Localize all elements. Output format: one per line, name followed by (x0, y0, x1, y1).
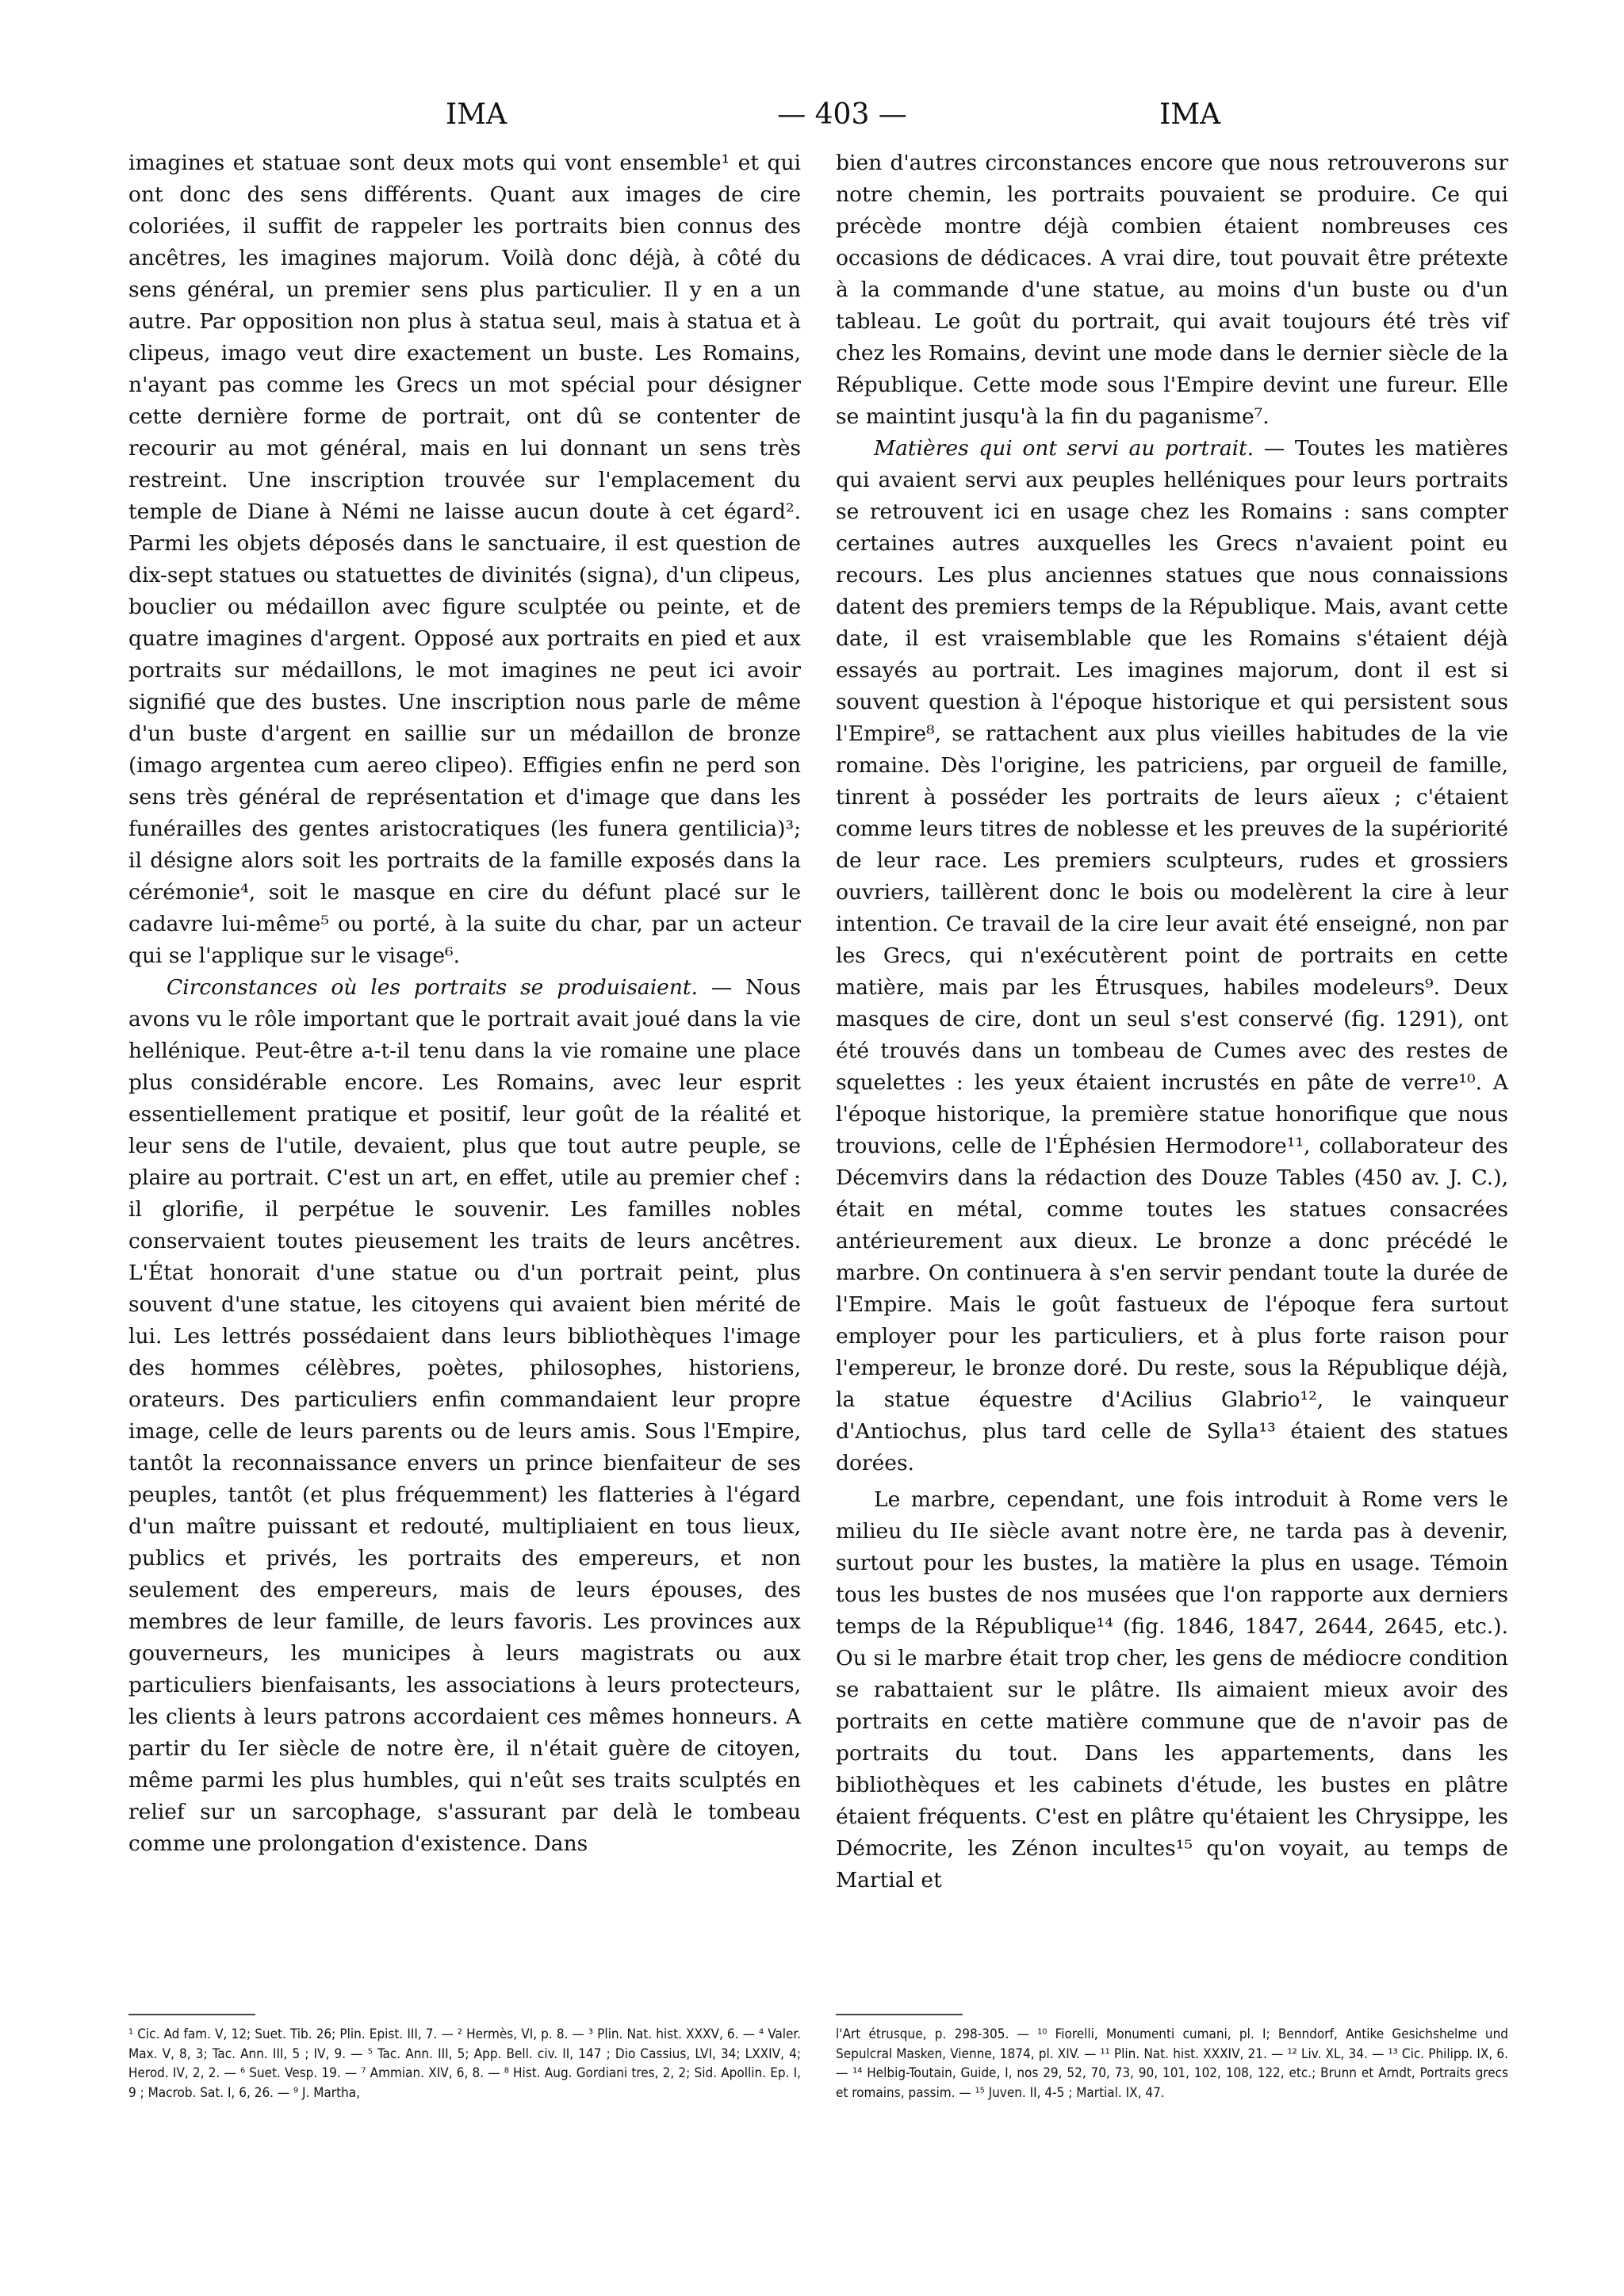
right-paragraph-2 (836, 433, 1508, 1479)
page-number: — 403 — (777, 98, 907, 131)
left-paragraph-2-body: — Nous avons vu le rôle important que le portrait avait joué dans la vie hellénique. Peut-être a-t-il tenu dans la vie romaine une place plus considérable encore. Les Romains, avec leur esprit essentiellement pratique et positif, leur goût de la réalité et leur sens de l'utile, devaient, plus que tout autre peuple, se plaire au portrait. C'est un art, en effet, utile au premier chef : il glorifie, il perpétue le souvenir. Les familles nobles conservaient toutes pieusement les traits de leurs ancêtres. L'État honorait d'une statue ou d'un portrait peint, plus souvent d'une statue, les citoyens qui avaient bien mérité de lui. Les lettrés possédaient dans leurs bibliothèques l'image des hommes célèbres, poètes, philosophes, historiens, orateurs. Des particuliers enfin commandaient leur propre image, celle de leurs parents ou de leurs amis. Sous l'Empire, tantôt la reconnaissance envers un prince bienfaiteur de ses peuples, tantôt (et plus fréquemment) les flatteries à l'égard d'un maître puissant et redouté, multipliaient en tous lieux, publics et privés, les portraits des empereurs, et non seulement des empereurs, mais de leurs épouses, des membres de leur famille, de leurs favoris. Les provinces aux gouverneurs, les municipes à leurs magistrats ou aux particuliers bienfaisants, les associations à leurs protecteurs, les clients à leurs patrons accordaient ces mêmes honneurs. A partir du Ier siècle de notre ère, il n'était guère de citoyen, même parmi les plus humbles, qui n'eût ses traits sculptés en relief sur un sarcophage, s'assurant par delà le tombeau comme une prolongation d'existence. Dans (128, 975, 801, 1856)
footnote-rule-left (128, 2014, 255, 2015)
left-text-column (128, 147, 801, 1860)
header-left-title: IMA (446, 98, 508, 131)
footnotes-left: ¹ Cic. Ad fam. V, 12; Suet. Tib. 26; Plin. Epist. III, 7. — ² Hermès, VI, p. 8. — ³ Plin. Nat. hist. XXXV, 6. — ⁴ Valer. Max. V, 8, 3; Tac. Ann. III, 5 ; IV, 9. — ⁵ Tac. Ann. III, 5; App. Bell. civ. II, 147 ; Dio Cassius, LVI, 34; LXXIV, 4; Herod. IV, 2, 2. — ⁶ Suet. Vesp. 19. — ⁷ Ammian. XIV, 6, 8. — ⁸ Hist. Aug. Gordiani tres, 2, 2; Sid. Apollin. Ep. I, 9 ; Macrob. Sat. I, 6, 26. — ⁹ J. Martha, (128, 2026, 801, 2101)
right-paragraph-3: Le marbre, cependant, une fois introduit à Rome vers le milieu du IIe siècle avant notre ère, ne tarda pas à devenir, surtout pour les bustes, la matière la plus en usage. Témoin tous les bustes de nos musées que l'on rapporte aux derniers temps de la République¹⁴ (fig. 1846, 1847, 2644, 2645, etc.). Ou si le marbre était trop cher, les gens de médiocre condition se rabattaient sur le plâtre. Ils aimaient mieux avoir des portraits en cette matière commune que de n'avoir pas de portraits du tout. Dans les appartements, dans les bibliothèques et les cabinets d'étude, les bustes en plâtre étaient fréquents. C'est en plâtre qu'étaient les Chrysippe, les Démocrite, les Zénon incultes¹⁵ qu'on voyait, au temps de Martial et (836, 1487, 1508, 1892)
footnote-rule-right (836, 2014, 963, 2015)
footnotes-right: l'Art étrusque, p. 298-305. — ¹⁰ Fiorelli, Monumenti cumani, pl. I; Benndorf, Antike Gesichshelme und Sepulcral Masken, Vienne, 1874, pl. XIV. — ¹¹ Plin. Nat. hist. XXXIV, 21. — ¹² Liv. XL, 34. — ¹³ Cic. Philipp. IX, 6. — ¹⁴ Helbig-Toutain, Guide, I, nos 29, 52, 70, 73, 90, 101, 102, 108, 122, etc.; Brunn et Arndt, Portraits grecs et romains, passim. — ¹⁵ Juven. II, 4-5 ; Martial. IX, 47. (836, 2026, 1508, 2101)
left-paragraph-1: imagines et statuae sont deux mots qui vont ensemble¹ et qui ont donc des sens différents. Quant aux images de cire coloriées, il suffit de rappeler les portraits bien connus des ancêtres, les imagines majorum. Voilà donc déjà, à côté du sens général, un premier sens plus particulier. Il y en a un autre. Par opposition non plus à statua seul, mais à statua et à clipeus, imago veut dire exactement un buste. Les Romains, n'ayant pas comme les Grecs un mot spécial pour désigner cette dernière forme de portrait, ont dû se contenter de recourir au mot général, mais en lui donnant un sens très restreint. Une inscription trouvée sur l'emplacement du temple de Diane à Némi ne laisse aucun doute à cet égard². Parmi les objets déposés dans le sanctuaire, il est question de dix-sept statues ou statuettes de divinités (signa), d'un clipeus, bouclier ou médaillon avec figure sculptée ou peinte, et de quatre imagines d'argent. Opposé aux portraits en pied et aux portraits sur médaillons, le mot imagines ne peut ici avoir signifié que des bustes. Une inscription nous parle de même d'un buste d'argent en saillie sur un médaillon de bronze (imago argentea cum aereo clipeo). Effigies enfin ne perd son sens très général de représentation et d'image que dans les funérailles des gentes aristocratiques (les funera gentilicia)³; il désigne alors soit les portraits de la famille exposés dans la cérémonie⁴, soit le masque en cire du défunt placé sur le cadavre lui-même⁵ ou porté, à la suite du char, par un acteur qui se l'applique sur le visage⁶. (128, 151, 801, 968)
header-right-title: IMA (1159, 98, 1221, 131)
right-paragraph-2-body: — Toutes les matières qui avaient servi aux peuples helléniques pour leurs portraits se retrouvent ici en usage chez les Romains : sans compter certaines autres auxquelles les Grecs n'avaient point eu recours. Les plus anciennes statues que nous connaissions datent des premiers temps de la République. Mais, avant cette date, il est vraisemblable que les Romains s'étaient déjà essayés au portrait. Les imagines majorum, dont il est si souvent question à l'époque historique et qui persistent sous l'Empire⁸, se rattachent aux plus vieilles habitudes de la vie romaine. Dès l'origine, les patriciens, par orgueil de famille, tinrent à posséder les portraits de leurs aïeux ; c'étaient comme leurs titres de noblesse et les preuves de la supériorité de leur race. Les premiers sculpteurs, rudes et grossiers ouvriers, taillèrent donc le bois ou modelèrent la cire à leur intention. Ce travail de la cire leur avait été enseigné, non par les Grecs, qui n'exécutèrent point de portraits en cette matière, mais par les Étrusques, habiles modeleurs⁹. Deux masques de cire, dont un seul s'est conservé (fig. 1291), ont été trouvés dans un tombeau de Cumes avec des restes de squelettes : les yeux étaient incrustés en pâte de verre¹⁰. A l'époque historique, la première statue honorifique que nous trouvions, celle de l'Éphésien Hermodore¹¹, collaborateur des Décemvirs dans la rédaction des Douze Tables (450 av. J. C.), était en métal, comme toutes les statues consacrées antérieurement aux dieux. Le bronze a donc précédé le marbre. On continuera à s'en servir pendant toute la durée de l'Empire. Mais le goût fastueux de l'époque fera surtout employer pour les particuliers, et à plus forte raison pour l'empereur, le bronze doré. Du reste, sous la République déjà, la statue équestre d'Acilius Glabrio¹², le vainqueur d'Antiochus, plus tard celle de Sylla¹³ étaient des statues dorées. (836, 436, 1508, 1475)
running-header (128, 98, 1532, 146)
section-heading-circonstances: Circonstances où les portraits se produisaient. (167, 975, 698, 1000)
right-paragraph-1: bien d'autres circonstances encore que nous retrouverons sur notre chemin, les portraits pouvaient se produire. Ce qui précède montre déjà combien étaient nombreuses ces occasions de dédicaces. A vrai dire, tout pouvait être prétexte à la commande d'une statue, au moins d'un buste ou d'un tableau. Le goût du portrait, qui avait toujours été très vif chez les Romains, devint une mode dans le dernier siècle de la République. Cette mode sous l'Empire devint une fureur. Elle se maintint jusqu'à la fin du paganisme⁷. (836, 151, 1508, 429)
right-text-column (836, 147, 1508, 1896)
left-paragraph-2 (128, 972, 801, 1860)
section-heading-matieres: Matières qui ont servi au portrait. (874, 436, 1254, 461)
